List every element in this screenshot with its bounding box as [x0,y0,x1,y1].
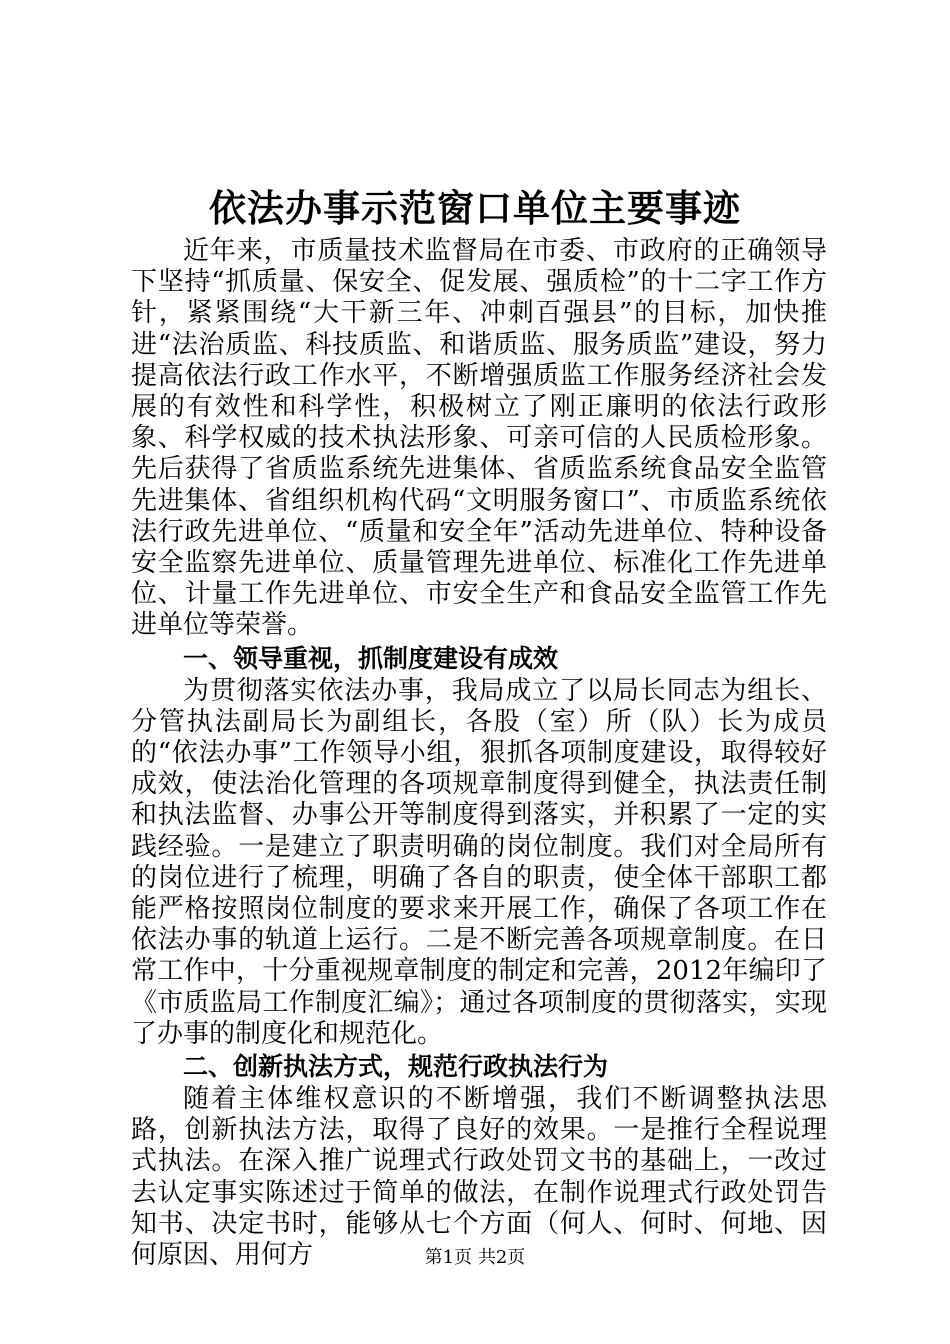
section-heading-2: 二、创新执法方式，规范行政执法行为 [183,1052,609,1082]
page-footer: 第1页 共2页 [424,1247,526,1268]
document-body [131,236,827,1271]
document-title: 依法办事示范窗口单位主要事迹 [209,187,741,230]
section2-paragraph: 随着主体维权意识的不断增强，我们不断调整执法思路，创新执法方法，取得了良好的效果。一是推行全程说理式执法。在深入推广说理式行政处罚文书的基础上，一改过去认定事实陈述过于简单的做法，在制作说理式行政处罚告知书、决定书时，能够从七个方面（何人、何时、何地、因何原因、用何方 [131,1084,827,1271]
section1-paragraph: 为贯彻落实依法办事，我局成立了以局长同志为组长、分管执法副局长为副组长，各股（室）所（队）长为成员的“依法办事”工作领导小组，狠抓各项制度建设，取得较好成效，使法治化管理的各项规章制度得到健全，执法责任制和执法监督、办事公开等制度得到落实，并积累了一定的实践经验。一是建立了职责明确的岗位制度。我们对全局所有的岗位进行了梳理，明确了各自的职责，使全体干部职工都能严格按照岗位制度的要求来开展工作，确保了各项工作在依法办事的轨道上运行。二是不断完善各项规章制度。在日常工作中，十分重视规章制度的制定和完善，2012年编印了《市质监局工作制度汇编》；通过各项制度的贯彻落实，实现了办事的制度化和规范化。 [131,675,827,1049]
intro-paragraph: 近年来，市质量技术监督局在市委、市政府的正确领导下坚持“抓质量、保安全、促发展、强质检”的十二字工作方针，紧紧围绕“大干新三年、冲刺百强县”的目标，加快推进“法治质监、科技质监、和谐质监、服务质监”建设，努力提高依法行政工作水平，不断增强质监工作服务经济社会发展的有效性和科学性，积极树立了刚正廉明的依法行政形象、科学权威的技术执法形象、可亲可信的人民质检形象。先后获得了省质监系统先进集体、省质监系统食品安全监管先进集体、省组织机构代码“文明服务窗口”、市质监系统依法行政先进单位、“质量和安全年”活动先进单位、特种设备安全监察先进单位、质量管理先进单位、标准化工作先进单位、计量工作先进单位、市安全生产和食品安全监管工作先进单位等荣誉。 [131,236,827,641]
section-heading-1: 一、领导重视，抓制度建设有成效 [183,643,559,673]
